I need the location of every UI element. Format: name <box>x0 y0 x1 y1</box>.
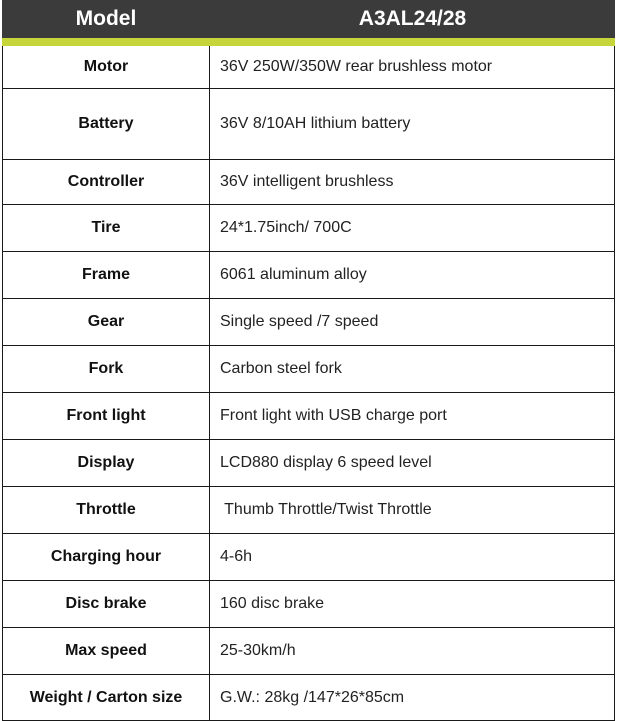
row-value: Single speed /7 speed <box>220 313 379 330</box>
table-row <box>3 675 614 721</box>
accent-stripe <box>2 38 615 46</box>
table-row <box>3 487 614 534</box>
row-label: Tire <box>3 205 210 251</box>
table-row <box>3 534 614 581</box>
table-row <box>3 89 614 160</box>
table-row <box>3 581 614 628</box>
row-label: Battery <box>3 89 210 159</box>
row-label: Frame <box>3 252 210 298</box>
spec-table <box>2 46 615 721</box>
table-row <box>3 346 614 393</box>
header-model-label: Model <box>75 7 137 30</box>
row-label: Gear <box>3 299 210 345</box>
table-row <box>3 393 614 440</box>
row-label: Front light <box>3 393 210 439</box>
row-label: Fork <box>3 346 210 392</box>
row-value: Front light with USB charge port <box>220 407 447 424</box>
row-value: 25-30km/h <box>220 642 296 659</box>
row-label: Max speed <box>3 628 210 674</box>
row-value: 24*1.75inch/ 700C <box>220 219 352 236</box>
row-value: Carbon steel fork <box>220 360 342 377</box>
table-row <box>3 160 614 205</box>
table-row <box>3 252 614 299</box>
table-row <box>3 628 614 675</box>
row-label: Disc brake <box>3 581 210 627</box>
table-row <box>3 205 614 252</box>
row-value: 36V 250W/350W rear brushless motor <box>220 58 493 75</box>
row-label: Charging hour <box>3 534 210 580</box>
row-label: Controller <box>3 160 210 204</box>
row-value: Thumb Throttle/Twist Throttle <box>220 501 432 518</box>
row-value: 4-6h <box>220 548 253 565</box>
row-label: Throttle <box>3 487 210 533</box>
table-row <box>3 440 614 487</box>
row-label: Motor <box>3 46 210 88</box>
row-value: 160 disc brake <box>220 595 325 612</box>
row-value: 6061 aluminum alloy <box>220 266 367 283</box>
row-value: LCD880 display 6 speed level <box>220 454 432 471</box>
row-value: 36V 8/10AH lithium battery <box>220 115 411 132</box>
header-model-value: A3AL24/28 <box>358 7 467 30</box>
row-value: 36V intelligent brushless <box>220 173 394 190</box>
table-row <box>3 46 614 89</box>
table-row <box>3 299 614 346</box>
table-header <box>2 0 615 38</box>
row-value: G.W.: 28kg /147*26*85cm <box>220 688 405 706</box>
row-label: Display <box>3 440 210 486</box>
row-label: Weight / Carton size <box>3 675 210 720</box>
